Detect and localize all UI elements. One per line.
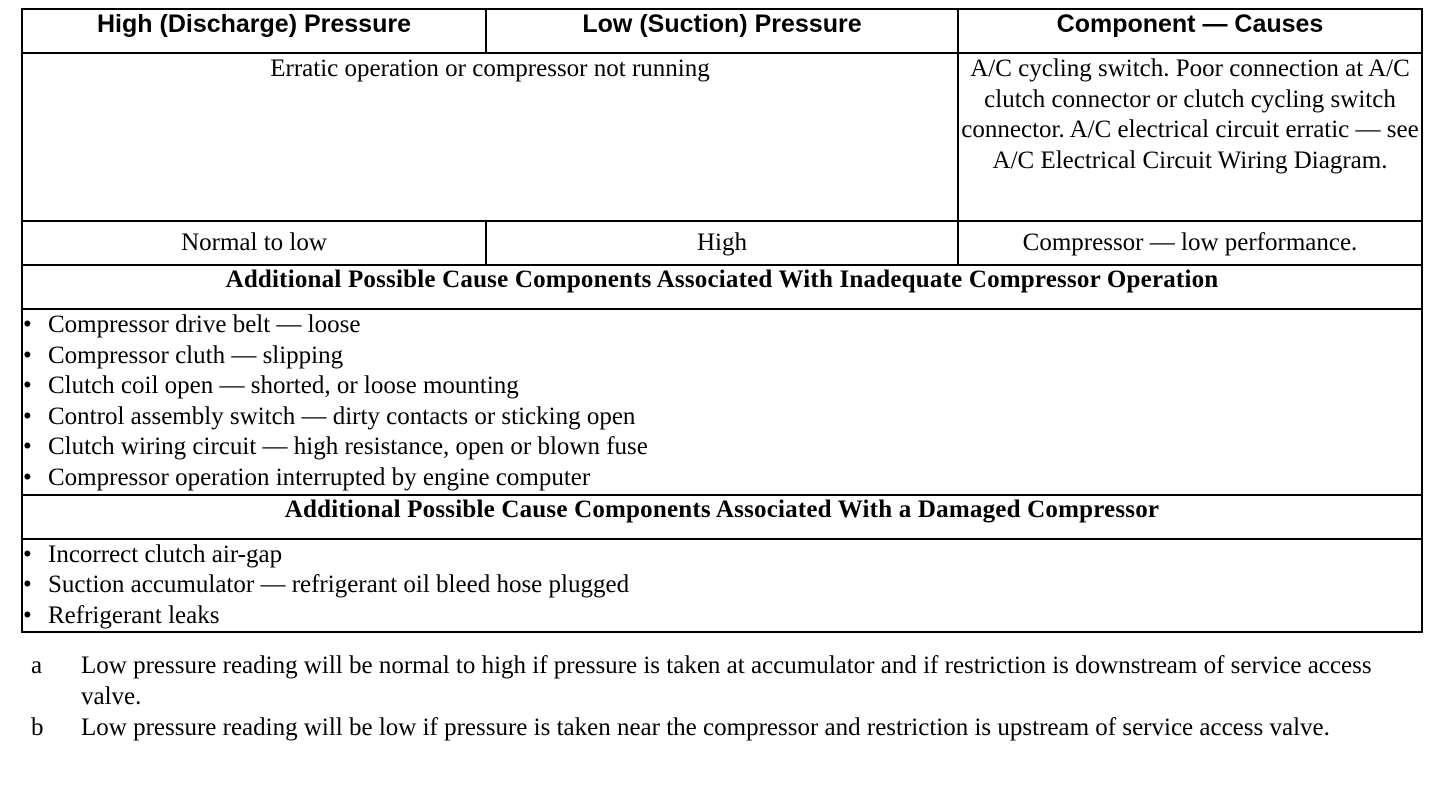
high-pressure-cell: Normal to low [22,221,486,265]
table-row [22,53,1422,221]
footnote-text: Low pressure reading will be normal to high if pressure is taken at accumulator and if restriction is downstream of service access valve. [81,652,1372,710]
merged-pressure-cell: Erratic operation or compressor not running [22,53,958,221]
document-page [21,8,1421,743]
list-item [23,570,1421,601]
table-row [22,221,1422,265]
section-title-damaged-compressor: Additional Possible Cause Components Associated With a Damaged Compressor [22,495,1422,539]
header-high-pressure: High (Discharge) Pressure [22,9,486,53]
bullet-icon: • [23,311,32,338]
list-item-text: Control assembly switch — dirty contacts or sticking open [48,402,636,430]
list-item-text: Compressor drive belt — loose [48,311,361,338]
list-item [23,463,1421,494]
low-pressure-cell: High [486,221,958,265]
list-item-text: Compressor cluth — slipping [48,341,344,369]
list-item-text: Incorrect clutch air-gap [48,540,283,568]
list-item [23,371,1421,402]
header-row [22,9,1422,53]
section-list-inadequate-operation [22,309,1422,495]
section-title-row [22,495,1422,539]
bullet-list [23,310,1421,494]
footnote-letter: a [31,652,43,680]
list-item [23,310,1421,341]
footnote [21,713,1401,744]
bullet-list [23,540,1421,632]
list-item-text: Clutch coil open — shorted, or loose mounting [48,372,519,400]
list-item-text: Suction accumulator — refrigerant oil bleed hose plugged [48,571,630,599]
bullet-icon: • [23,540,32,568]
list-item-text: Refrigerant leaks [48,601,220,629]
bullet-icon: • [23,341,32,369]
footnotes [21,651,1401,743]
bullet-icon: • [23,433,32,461]
section-list-row [22,539,1422,633]
diagnosis-table [21,8,1423,633]
list-item [23,601,1421,632]
list-item [23,402,1421,433]
list-item-text: Clutch wiring circuit — high resistance, open or blown fuse [48,433,648,461]
bullet-icon: • [23,372,32,400]
list-item [23,341,1421,372]
list-item [23,540,1421,571]
header-low-pressure: Low (Suction) Pressure [486,9,958,53]
bullet-icon: • [23,463,32,491]
list-item [23,432,1421,463]
bullet-icon: • [23,601,32,629]
cause-cell: Compressor — low performance. [958,221,1422,265]
section-list-damaged-compressor [22,539,1422,633]
bullet-icon: • [23,571,32,599]
footnote-letter: b [31,713,44,741]
header-component-causes: Component — Causes [958,9,1422,53]
section-list-row [22,309,1422,495]
section-title-inadequate-operation: Additional Possible Cause Components Associated With Inadequate Compressor Operation [22,265,1422,309]
section-title-row [22,265,1422,309]
bullet-icon: • [23,402,32,430]
footnote-text: Low pressure reading will be low if pressure is taken near the compressor and restriction is upstream of service access valve. [81,713,1330,741]
list-item-text: Compressor operation interrupted by engine computer [48,463,591,491]
footnote [21,651,1401,712]
cause-cell: A/C cycling switch. Poor connection at A/C clutch connector or clutch cycling switch connector. A/C electrical circuit erratic — see A/C Electrical Circuit Wiring Diagram. [958,53,1422,221]
